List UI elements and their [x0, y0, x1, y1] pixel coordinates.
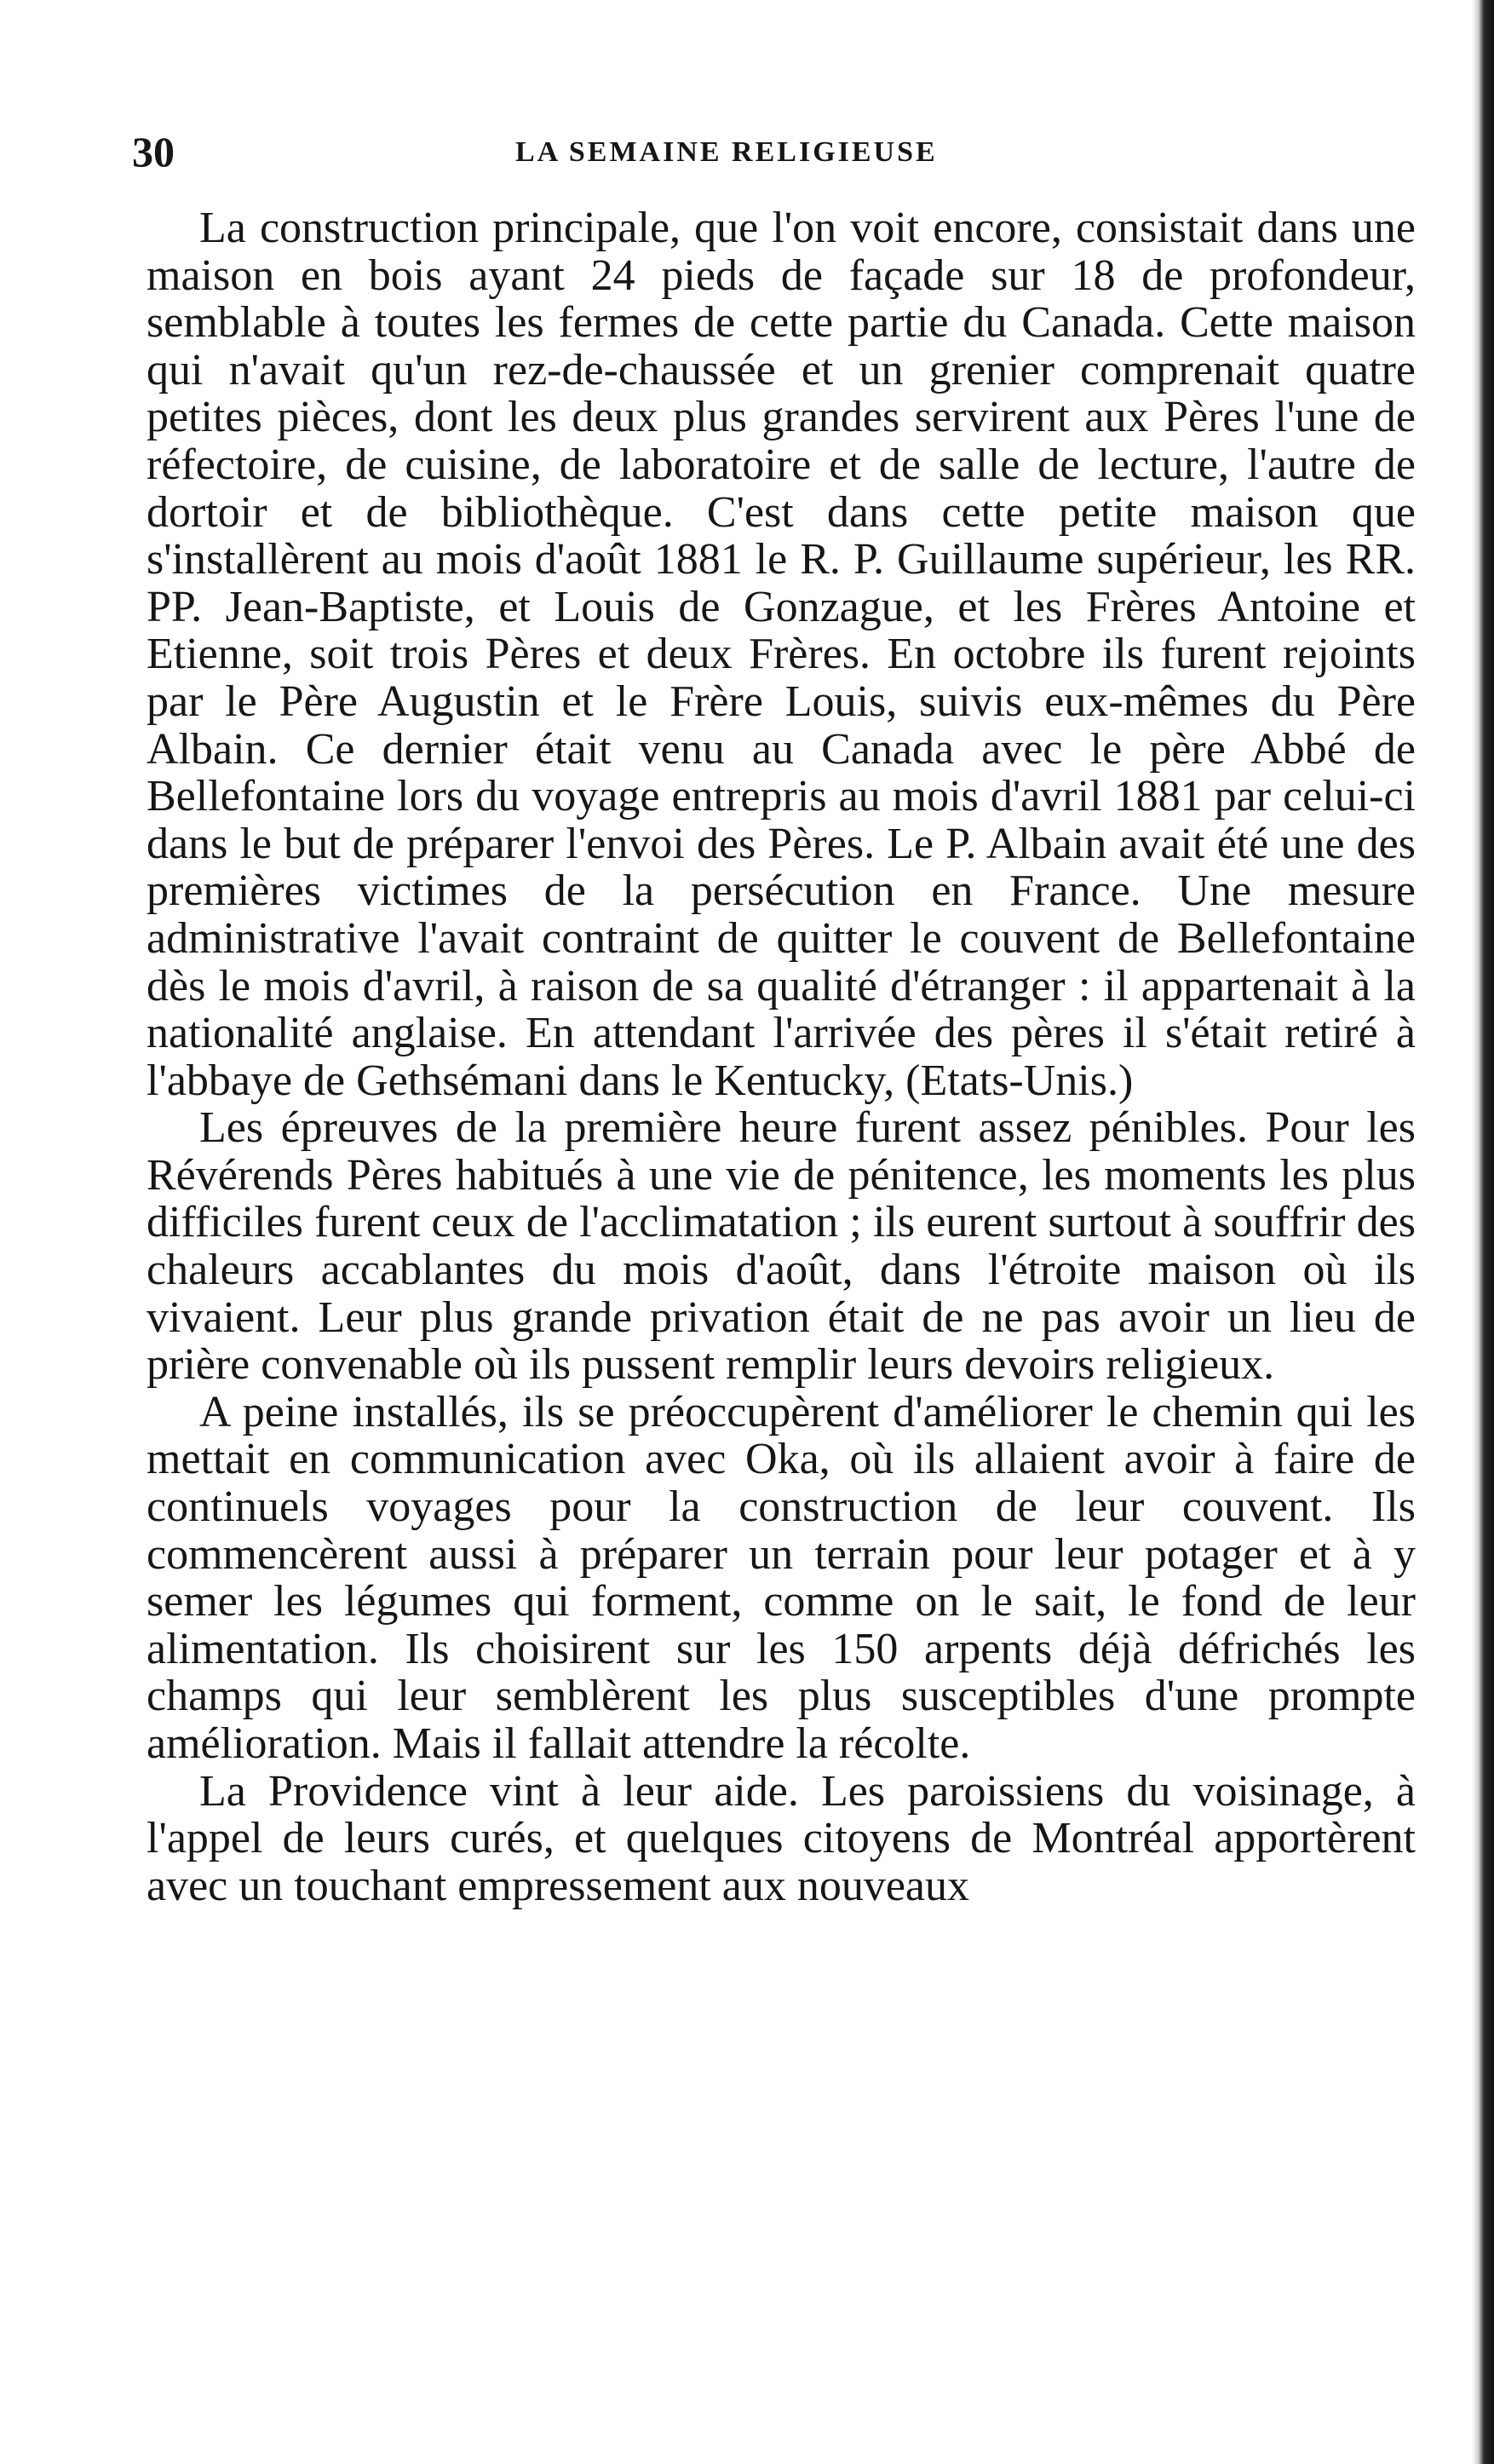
- page-header: [132, 126, 1427, 194]
- page-number: 30: [132, 128, 175, 176]
- paragraph-2: Les épreuves de la première heure furent assez pénibles. Pour les Révérends Pères habitués à une vie de pénitence, les moments les plus difficiles furent ceux de l'acclimatation ; ils eurent surtout à souffrir des chaleurs accablantes du mois d'août, dans l'étroite maison où ils vivaient. Leur plus grande privation était de ne pas avoir un lieu de prière convenable où ils pussent remplir leurs devoirs religieux.: [147, 1103, 1416, 1390]
- body-text: [147, 204, 1416, 1909]
- running-title: LA SEMAINE RELIGIEUSE: [515, 136, 938, 168]
- paragraph-3: A peine installés, ils se préoccupèrent d'améliorer le chemin qui les mettait en communication avec Oka, où ils allaient avoir à faire de continuels voyages pour la construction de leur couvent. Ils commencèrent aussi à préparer un terrain pour leur potager et à y semer les légumes qui forment, comme on le sait, le fond de leur alimentation. Ils choisirent sur les 150 arpents déjà défrichés les champs qui leur semblèrent les plus susceptibles d'une prompte amélioration. Mais il fallait attendre la récolte.: [147, 1387, 1416, 1768]
- paragraph-4: La Providence vint à leur aide. Les paroissiens du voisinage, à l'appel de leurs curés, et quelques citoyens de Montréal apportèrent avec un touchant empressement aux nouveaux: [147, 1766, 1416, 1910]
- page-binding-edge: [1472, 0, 1494, 2464]
- paragraph-1: La construction principale, que l'on voit encore, consistait dans une maison en bois ayant 24 pieds de façade sur 18 de profondeur, semblable à toutes les fermes de cette partie du Canada. Cette maison qui n'avait qu'un rez-de-chaussée et un grenier comprenait quatre petites pièces, dont les deux plus grandes servirent aux Pères l'une de réfectoire, de cuisine, de laboratoire et de salle de lecture, l'autre de dortoir et de bibliothèque. C'est dans cette petite maison que s'installèrent au mois d'août 1881 le R. P. Guillaume supérieur, les RR. PP. Jean-Baptiste, et Louis de Gonzague, et les Frères Antoine et Etienne, soit trois Pères et deux Frères. En octobre ils furent rejoints par le Père Augustin et le Frère Louis, suivis eux-mêmes du Père Albain. Ce dernier était venu au Canada avec le père Abbé de Bellefontaine lors du voyage entrepris au mois d'avril 1881 par celui-ci dans le but de préparer l'envoi des Pères. Le P. Albain avait été une des premières victimes de la persécution en France. Une mesure administrative l'avait contraint de quitter le couvent de Bellefontaine dès le mois d'avril, à raison de sa qualité d'étranger : il appartenait à la nationalité anglaise. En attendant l'arrivée des pères il s'était retiré à l'abbaye de Gethsémani dans le Kentucky, (Etats-Unis.): [147, 204, 1416, 1105]
